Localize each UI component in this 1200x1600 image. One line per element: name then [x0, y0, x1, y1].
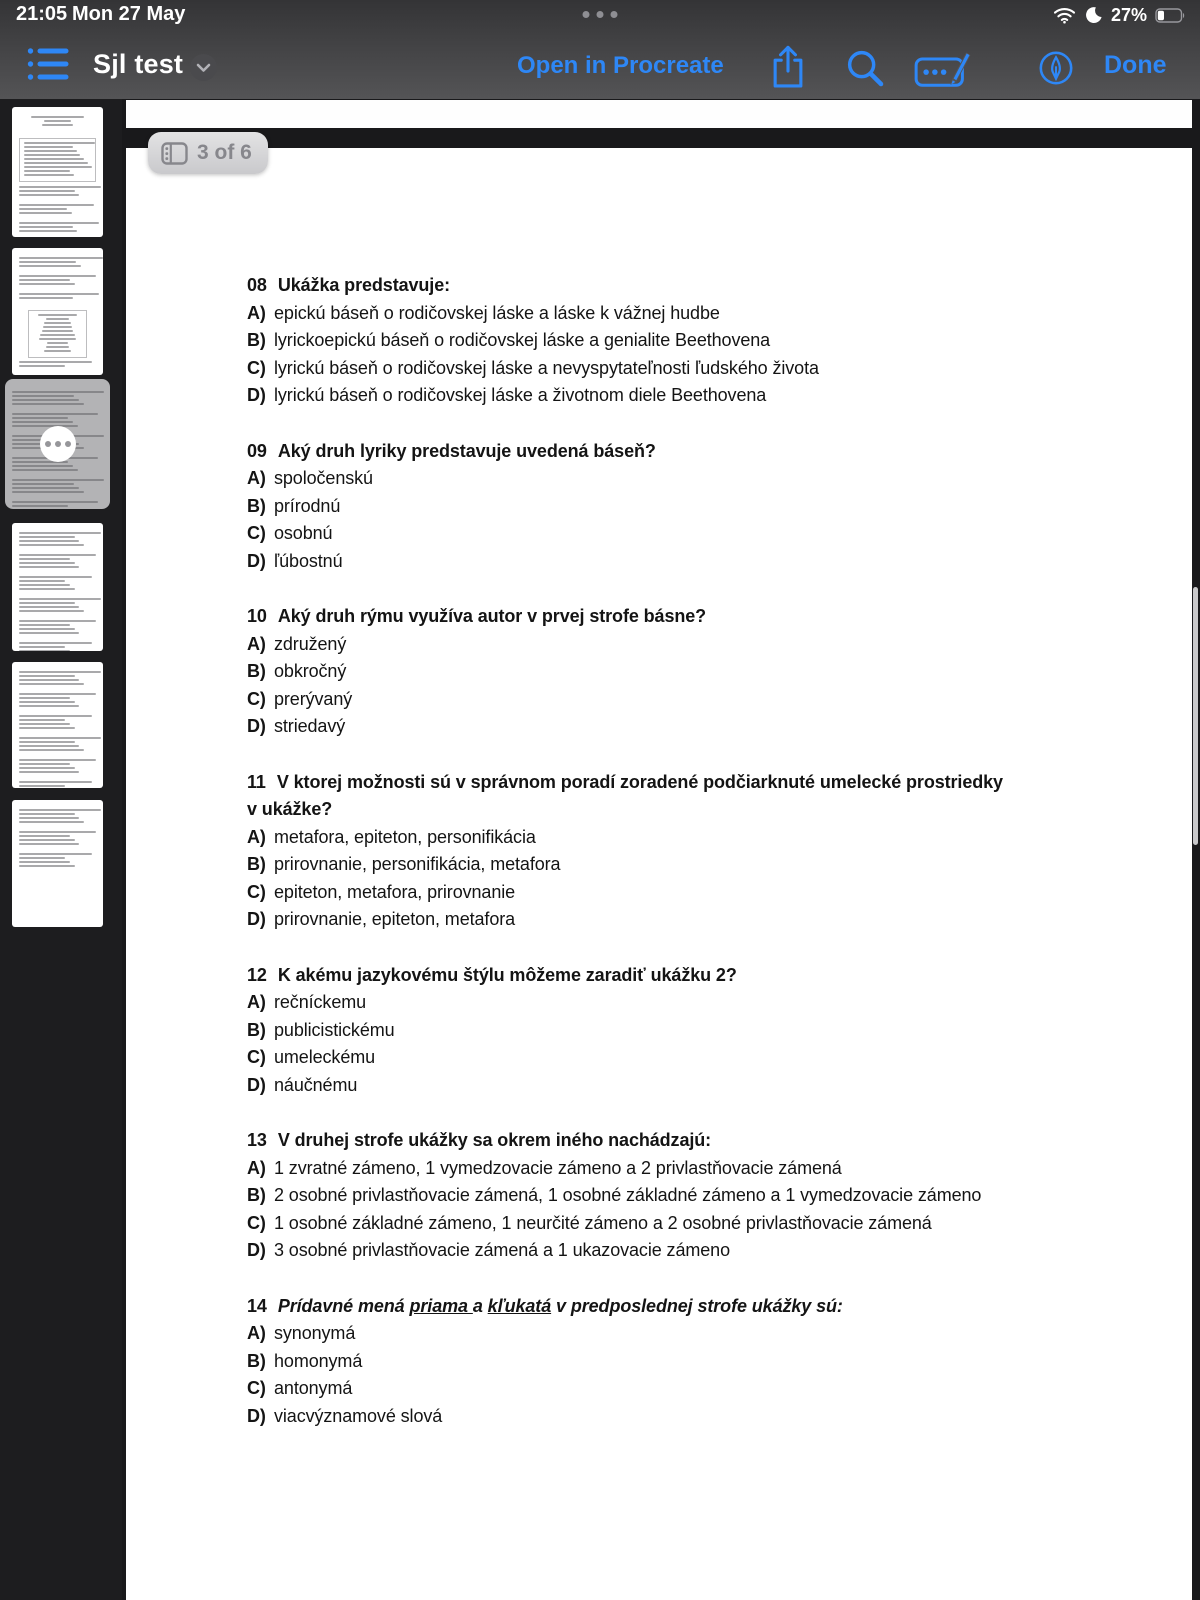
text-line	[19, 610, 84, 612]
text-line	[19, 650, 70, 651]
option-letter: B)	[247, 495, 266, 516]
option-row	[247, 1182, 1007, 1210]
text-line	[31, 116, 84, 118]
option-row	[247, 713, 1007, 741]
text-line	[12, 417, 68, 419]
text-line	[19, 190, 75, 192]
text-line	[19, 646, 65, 648]
text-line	[19, 576, 92, 578]
option-letter: B)	[247, 330, 266, 350]
question-number: 13	[247, 1130, 267, 1150]
option-text: synonymá	[274, 1323, 356, 1343]
text-line	[19, 566, 79, 568]
option-text: prirovnanie, epiteton, metafora	[274, 909, 516, 929]
text-line	[19, 839, 75, 841]
option-text: náučnému	[274, 1074, 358, 1095]
option-row	[247, 879, 1007, 907]
text-line	[19, 194, 79, 196]
text-line	[12, 469, 78, 471]
text-line	[44, 350, 71, 352]
question-heading-text: Prídavné mená	[277, 1295, 410, 1316]
option-row	[247, 1044, 1007, 1072]
text-line	[19, 212, 72, 214]
text-line	[19, 536, 75, 538]
option-letter: D)	[247, 1240, 266, 1260]
text-line	[19, 606, 79, 608]
option-text: rečníckemu	[274, 992, 367, 1012]
option-letter: D)	[247, 716, 266, 736]
wifi-icon	[1053, 7, 1076, 24]
text-line	[19, 781, 92, 783]
text-line	[12, 479, 104, 481]
text-line	[19, 602, 75, 604]
option-letter: A)	[247, 826, 266, 847]
previous-page-bottom	[126, 100, 1192, 128]
top-chrome	[0, 0, 1200, 99]
option-text: prerývaný	[274, 688, 353, 709]
option-row	[247, 300, 1007, 328]
option-text: 1 zvratné zámeno, 1 vymedzovacie zámeno a 2 privlastňovacie zámená	[274, 1157, 842, 1178]
text-line	[19, 763, 70, 765]
option-row	[247, 1348, 1007, 1376]
text-line	[38, 314, 78, 316]
option-row	[247, 1375, 1007, 1403]
text-line	[47, 342, 68, 344]
text-line	[19, 821, 84, 823]
text-line	[19, 817, 79, 819]
option-text: antonymá	[274, 1378, 353, 1398]
option-row	[247, 1237, 1007, 1265]
done-button[interactable]: Done	[1104, 51, 1167, 79]
option-row	[247, 631, 1007, 659]
text-line	[19, 843, 79, 845]
open-in-procreate-button[interactable]: Open in Procreate	[517, 52, 724, 79]
question-block	[247, 1127, 1007, 1265]
text-line	[19, 562, 75, 564]
question-block	[247, 962, 1007, 1100]
question-number: 08	[247, 275, 267, 295]
option-letter: D)	[247, 909, 266, 929]
current-page	[126, 148, 1192, 1600]
text-line	[12, 421, 73, 423]
text-line	[12, 425, 78, 427]
text-line	[24, 162, 88, 164]
option-letter: C)	[247, 357, 266, 378]
text-line	[19, 222, 99, 224]
text-line	[19, 715, 92, 717]
text-line	[42, 124, 73, 126]
text-line	[19, 705, 79, 707]
title-lines	[12, 116, 103, 126]
text-line	[40, 334, 75, 336]
question-heading-text: K akému jazykovému štýlu môžeme zaradiť ukážku 2?	[277, 964, 737, 985]
question-heading	[247, 438, 1007, 466]
text-line	[19, 226, 73, 228]
option-row	[247, 493, 1007, 521]
option-text: 1 osobné základné zámeno, 1 neurčité zámeno a 2 osobné privlastňovacie zámená	[274, 1212, 932, 1233]
option-text: 2 osobné privlastňovacie zámená, 1 osobné základné zámeno a 1 vymedzovacie zámeno	[274, 1185, 982, 1205]
option-row	[247, 989, 1007, 1017]
text-line	[19, 620, 96, 622]
question-heading-text: V druhej strofe ukážky sa okrem iného nachádzajú:	[277, 1130, 712, 1150]
text-line	[19, 857, 65, 859]
option-letter: D)	[247, 550, 266, 571]
question-heading-text: v predposlednej strofe ukážky sú:	[551, 1295, 843, 1316]
text-line	[19, 727, 75, 729]
option-text: obkročný	[274, 661, 347, 681]
text-line	[19, 737, 101, 739]
question-heading-text: Aký druh rýmu využíva autor v prvej strofe básne?	[277, 606, 707, 626]
option-letter: C)	[247, 688, 266, 709]
option-text: osobnú	[274, 523, 333, 543]
markup-pen-button[interactable]	[1038, 50, 1074, 86]
text-line	[19, 275, 96, 277]
option-row	[247, 382, 1007, 410]
thumbnail-content	[12, 523, 103, 651]
text-line	[19, 719, 65, 721]
option-text: epiteton, metafora, prirovnanie	[274, 881, 516, 902]
option-letter: D)	[247, 1405, 266, 1426]
text-line	[12, 483, 74, 485]
text-line	[19, 759, 96, 761]
text-line	[24, 158, 84, 160]
question-block	[247, 603, 1007, 741]
text-line	[19, 265, 81, 267]
text-line	[19, 554, 96, 556]
text-line	[19, 865, 75, 867]
option-row	[247, 658, 1007, 686]
text-line	[19, 293, 99, 295]
option-letter: B)	[247, 1185, 266, 1205]
document-title: Sjl test	[93, 49, 184, 79]
question-number: 12	[247, 964, 267, 985]
option-text: prirovnanie, personifikácia, metafora	[274, 854, 561, 874]
chevron-down-icon	[196, 63, 211, 73]
page-thumbnail-5[interactable]	[12, 662, 103, 788]
text-line	[19, 261, 76, 263]
text-line	[19, 361, 92, 363]
text-line	[24, 154, 80, 156]
sidebar-icon	[161, 142, 188, 165]
share-icon	[769, 44, 807, 90]
text-line	[19, 813, 75, 815]
text-line	[19, 283, 75, 285]
text-line	[19, 532, 101, 534]
text-line	[44, 120, 70, 122]
text-line	[19, 835, 70, 837]
option-letter: A)	[247, 992, 266, 1012]
question-heading	[247, 603, 1007, 631]
text-line	[19, 186, 101, 188]
text-line	[24, 146, 73, 148]
option-text: spoločenskú	[274, 468, 373, 488]
page-thumbnail-4[interactable]	[12, 523, 103, 651]
text-line	[12, 399, 79, 401]
option-text: 3 osobné privlastňovacie zámená a 1 ukazovacie zámeno	[274, 1240, 730, 1260]
text-line	[19, 767, 75, 769]
option-letter: C)	[247, 1378, 266, 1398]
question-block	[247, 272, 1007, 410]
ellipsis-dot	[55, 441, 61, 447]
gap	[12, 869, 103, 875]
text-line	[19, 741, 75, 743]
text-box	[19, 138, 96, 182]
text-line	[12, 403, 84, 405]
thumbnail-sidebar[interactable]	[0, 99, 122, 1600]
text-line	[19, 365, 65, 367]
page-thumbnail-1[interactable]	[12, 107, 103, 237]
option-row	[247, 520, 1007, 548]
pencil-tip-circle-icon	[1038, 50, 1074, 86]
text-line	[19, 544, 84, 546]
option-text: striedavý	[274, 716, 346, 736]
battery-icon	[1155, 8, 1186, 23]
question-block	[247, 769, 1007, 934]
thumbnail-content	[12, 662, 103, 788]
option-letter: B)	[247, 661, 266, 681]
focus-moon-icon	[1084, 6, 1103, 25]
text-line	[19, 701, 75, 703]
text-line	[46, 318, 69, 320]
text-line	[19, 230, 77, 232]
text-line	[19, 279, 70, 281]
question-heading-text: priama	[409, 1295, 473, 1316]
question-list	[126, 148, 1007, 1518]
option-letter: C)	[247, 523, 266, 543]
status-time: 21:05	[16, 3, 68, 25]
text-line	[24, 142, 95, 144]
option-text: metafora, epiteton, personifikácia	[274, 826, 536, 847]
page-menu-button[interactable]	[40, 426, 76, 462]
gap	[12, 369, 103, 375]
question-heading	[247, 1127, 1007, 1155]
question-number: 14	[247, 1295, 267, 1316]
option-row	[247, 327, 1007, 355]
option-text: umeleckému	[274, 1047, 376, 1067]
document-viewer[interactable]	[122, 99, 1200, 1600]
option-row	[247, 548, 1007, 576]
text-line	[39, 338, 77, 340]
option-letter: B)	[247, 1019, 266, 1040]
ellipsis-dot	[65, 441, 71, 447]
text-line	[12, 505, 68, 507]
question-heading-text: kľukatá	[487, 1295, 552, 1316]
thumbnail-content	[12, 248, 103, 375]
option-row	[247, 824, 1007, 852]
question-heading	[247, 962, 1007, 990]
option-letter: A)	[247, 1157, 266, 1178]
option-letter: C)	[247, 1047, 266, 1067]
app-switcher-dots-icon	[583, 11, 618, 18]
share-button[interactable]	[769, 44, 807, 90]
text-line	[24, 150, 77, 152]
thumbnail-content	[12, 800, 103, 875]
option-text: ľúbostnú	[274, 550, 343, 571]
text-line	[19, 675, 75, 677]
option-row	[247, 686, 1007, 714]
option-letter: A)	[247, 302, 266, 323]
text-line	[12, 413, 98, 415]
option-row	[247, 1155, 1007, 1183]
text-line	[19, 785, 65, 787]
question-number: 10	[247, 606, 267, 626]
text-line	[19, 853, 92, 855]
text-line	[46, 346, 70, 348]
thumbnail-content	[12, 107, 103, 237]
text-line	[19, 771, 79, 773]
text-line	[19, 204, 94, 206]
text-line	[19, 598, 101, 600]
option-letter: B)	[247, 1350, 266, 1371]
question-heading	[247, 272, 1007, 300]
search-icon	[845, 48, 885, 88]
text-line	[19, 208, 67, 210]
page-indicator[interactable]	[148, 132, 268, 174]
text-line	[19, 749, 84, 751]
text-line	[19, 632, 79, 634]
page-thumbnail-2[interactable]	[12, 248, 103, 375]
question-number: 11	[247, 771, 266, 792]
poem-box	[28, 310, 87, 358]
gap	[12, 301, 103, 307]
gap	[12, 128, 103, 134]
text-line	[12, 391, 104, 393]
text-line	[12, 465, 73, 467]
title-menu-button[interactable]	[190, 54, 217, 81]
search-button[interactable]	[845, 48, 885, 88]
question-heading-text: V ktorej možnosti sú v správnom poradí zoradené podčiarknuté umelecké prostriedky v ukážke?	[247, 771, 1003, 819]
text-line	[19, 671, 101, 673]
text-line	[19, 697, 70, 699]
option-row	[247, 1403, 1007, 1431]
question-number: 09	[247, 440, 267, 461]
text-line	[24, 170, 70, 172]
option-text: homonymá	[274, 1350, 363, 1371]
text-line	[19, 257, 103, 259]
option-letter: B)	[247, 854, 266, 874]
text-line	[12, 395, 74, 397]
text-line	[19, 809, 101, 811]
table-of-contents-button[interactable]	[27, 47, 69, 81]
text-line	[19, 831, 96, 833]
text-line	[12, 487, 79, 489]
text-line	[24, 166, 92, 168]
question-heading-text: a	[472, 1295, 488, 1316]
option-letter: A)	[247, 633, 266, 654]
gap	[12, 234, 103, 237]
text-line	[42, 330, 74, 332]
text-line	[19, 723, 70, 725]
option-letter: C)	[247, 1212, 266, 1233]
text-line	[19, 628, 75, 630]
text-line	[19, 683, 84, 685]
question-heading-text: Aký druh lyriky predstavuje uvedená báseň?	[277, 440, 656, 461]
option-row	[247, 1017, 1007, 1045]
text-line	[19, 679, 79, 681]
text-line	[19, 584, 70, 586]
option-row	[247, 355, 1007, 383]
option-text: lyrickoepickú báseň o rodičovskej láske a genialite Beethovena	[274, 330, 771, 350]
option-text: združený	[274, 633, 347, 654]
option-letter: D)	[247, 1074, 266, 1095]
option-row	[247, 465, 1007, 493]
option-letter: C)	[247, 881, 266, 902]
markup-fields-button[interactable]	[914, 49, 972, 89]
text-line	[19, 580, 65, 582]
text-line	[43, 326, 72, 328]
option-row	[247, 1210, 1007, 1238]
option-row	[247, 1072, 1007, 1100]
text-line	[12, 501, 98, 503]
option-letter: A)	[247, 1323, 266, 1343]
text-line	[19, 624, 70, 626]
question-block	[247, 1293, 1007, 1431]
option-row	[247, 906, 1007, 934]
text-line	[19, 861, 70, 863]
status-date: Mon 27 May	[72, 3, 186, 25]
option-text: epickú báseň o rodičovskej láske a láske k vážnej hudbe	[274, 302, 720, 323]
option-letter: D)	[247, 385, 266, 405]
battery-percent: 27%	[1110, 5, 1147, 25]
page-thumbnail-3[interactable]	[5, 379, 110, 509]
text-line	[19, 693, 96, 695]
option-row	[247, 1320, 1007, 1348]
option-text: publicistickému	[274, 1019, 395, 1040]
question-heading	[247, 1293, 1007, 1321]
option-text: viacvýznamové slová	[274, 1405, 443, 1426]
question-heading-text: Ukážka predstavuje:	[277, 275, 451, 295]
text-line	[19, 558, 70, 560]
text-line	[44, 322, 70, 324]
option-row	[247, 851, 1007, 879]
option-letter: A)	[247, 468, 266, 488]
text-line	[19, 297, 73, 299]
text-line	[19, 745, 79, 747]
text-line	[19, 642, 92, 644]
option-text: lyrickú báseň o rodičovskej láske a nevyspytateľnosti ľudského života	[274, 357, 819, 378]
scrollbar[interactable]	[1193, 587, 1198, 845]
question-block	[247, 438, 1007, 576]
text-line	[19, 540, 79, 542]
page-indicator-label: 3 of 6	[197, 141, 252, 164]
option-text: lyrickú báseň o rodičovskej láske a životnom diele Beethovena	[274, 385, 767, 405]
text-line	[12, 491, 84, 493]
option-text: prírodnú	[274, 495, 341, 516]
text-line	[19, 588, 75, 590]
ellipsis-dot	[45, 441, 51, 447]
page-thumbnail-6[interactable]	[12, 800, 103, 927]
text-line	[24, 174, 74, 176]
markup-icon	[914, 49, 972, 89]
question-heading	[247, 769, 1007, 824]
